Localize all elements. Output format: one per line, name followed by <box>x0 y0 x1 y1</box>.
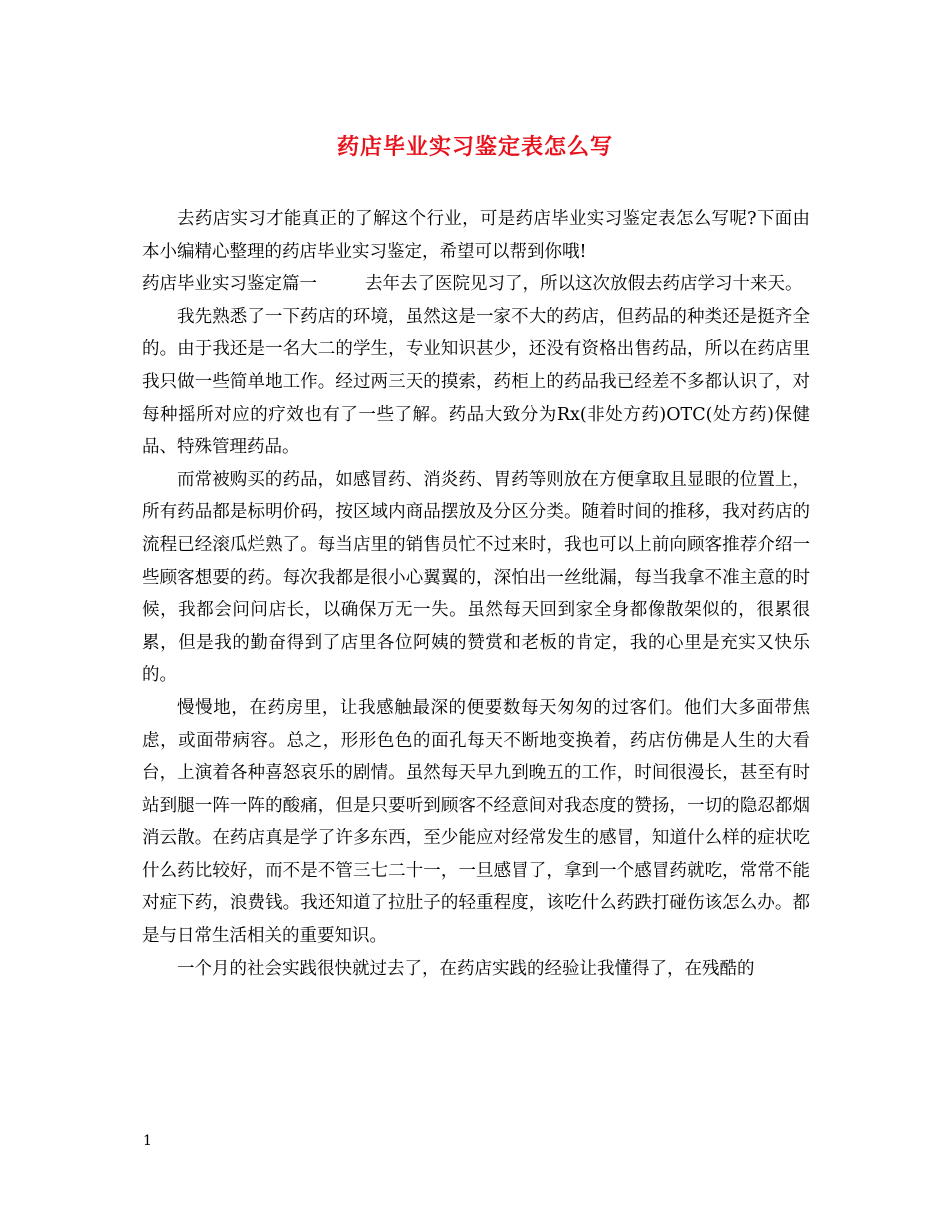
intro-paragraph: 去药店实习才能真正的了解这个行业，可是药店毕业实习鉴定表怎么写呢?下面由本小编精心整理的药店毕业实习鉴定，希望可以帮到你哦! <box>142 209 810 262</box>
document-title: 药店毕业实习鉴定表怎么写 <box>336 134 613 160</box>
body-paragraph: 慢慢地，在药房里，让我感触最深的便要数每天匆匆的过客们。他们大多面带焦虑，或面带病容。总之，形形色色的面孔每天不断地变换着，药店仿佛是人生的大看台，上演着各种喜怒哀乐的剧情。虽然每天早九到晚五的工作，时间很漫长，甚至有时站到腿一阵一阵的酸痛，但是只要听到顾客不经意间对我态度的赞扬，一切的隐忍都烟消云散。在药店真是学了许多东西，至少能应对经常发生的感冒，知道什么样的症状吃什么药比较好，而不是不管三七二十一，一旦感冒了，拿到一个感冒药就吃，常常不能对症下药，浪费钱。我还知道了拉肚子的轻重程度，该吃什么药跌打碰伤该怎么办。都是与日常生活相关的重要知识。 <box>142 697 810 947</box>
body-paragraph: 我先熟悉了一下药店的环境，虽然这是一家不大的药店，但药品的种类还是挺齐全的。由于我还是一名大二的学生，专业知识甚少，还没有资格出售药品，所以在药店里我只做一些简单地工作。经过两三天的摸索，药柜上的药品我已经差不多都认识了，对每种摇所对应的疗效也有了一些了解。药品大致分为Rx(非处方药)OTC(处方药)保健品、特殊管理药品。 <box>142 306 810 458</box>
section-first-sentence: 去年去了医院见习了，所以这次放假去药店学习十来天。 <box>365 274 803 295</box>
body-paragraph: 而常被购买的药品，如感冒药、消炎药、胃药等则放在方便拿取且显眼的位置上，所有药品都是标明价码，按区域内商品摆放及分区分类。随着时间的推移，我对药店的流程已经滚瓜烂熟了。每当店里的销售员忙不过来时，我也可以上前向顾客推荐介绍一些顾客想要的药。每次我都是很小心翼翼的，深怕出一丝纰漏，每当我拿不准主意的时候，我都会问问店长，以确保万无一失。虽然每天回到家全身都像散架似的，很累很累，但是我的勤奋得到了店里各位阿姨的赞赏和老板的肯定，我的心里是充实又快乐的。 <box>142 469 810 686</box>
section-paragraph <box>142 268 810 301</box>
section-heading: 药店毕业实习鉴定篇一 <box>142 274 317 295</box>
document-body <box>142 203 810 985</box>
body-paragraph: 一个月的社会实践很快就过去了，在药店实践的经验让我懂得了，在残酷的 <box>177 958 755 979</box>
page-number: 1 <box>143 1133 152 1149</box>
